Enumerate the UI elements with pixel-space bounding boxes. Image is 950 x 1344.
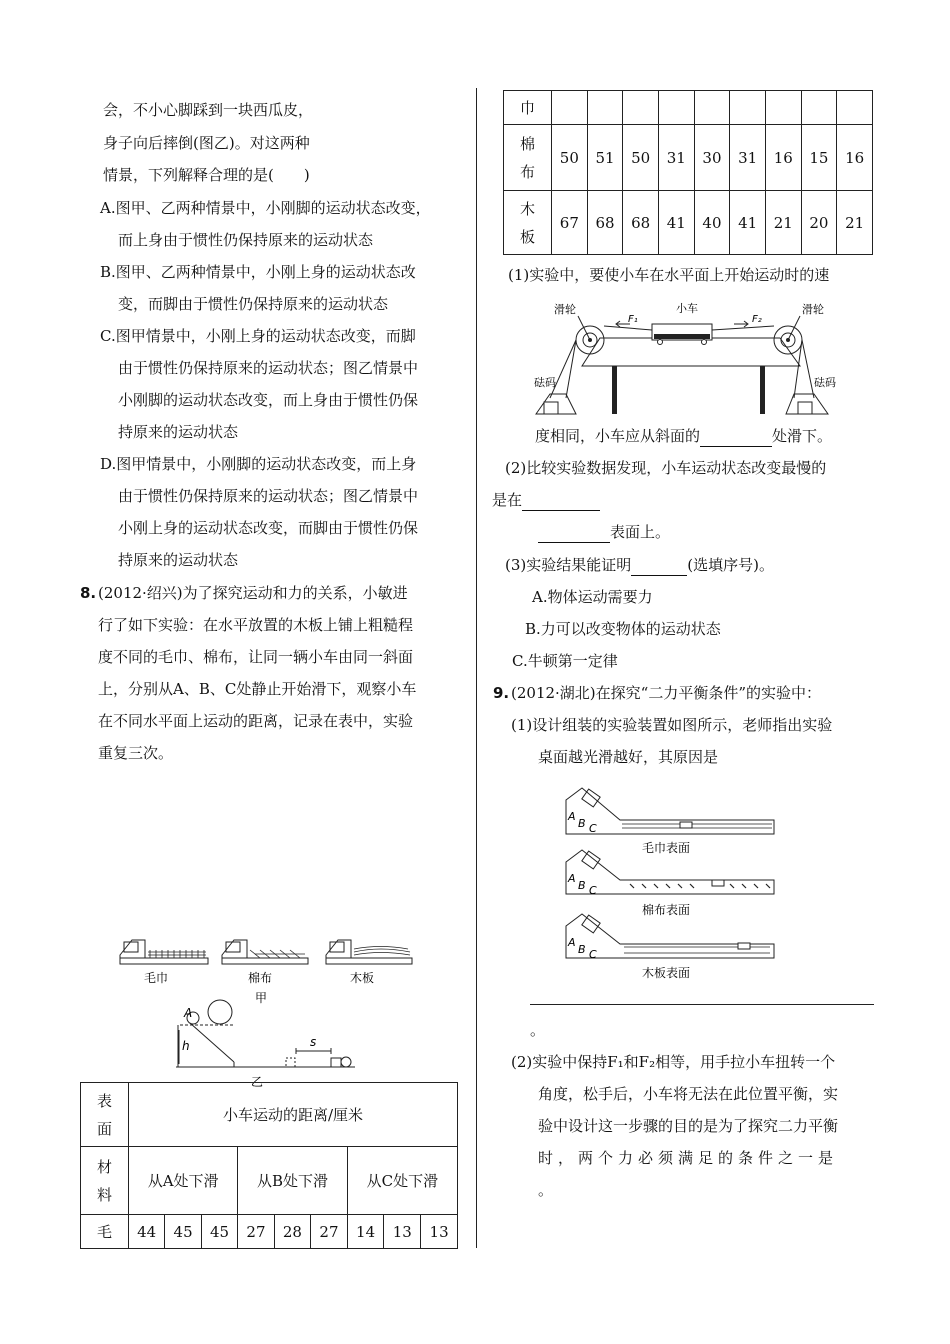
label-s: s (310, 1035, 317, 1049)
label-cotton-surface: 棉布表面 (642, 903, 691, 917)
q7-option-b: B.图甲、乙两种情景中，小刚上身的运动状态改 (100, 263, 416, 281)
label-jia: 甲 (255, 991, 268, 1005)
label-wood-surface: 木板表面 (642, 966, 691, 980)
ramp-letter-c: C (589, 884, 597, 897)
table-header-material: 材 料 (81, 1147, 129, 1215)
q8-table-left (80, 1082, 458, 1249)
label-towel: 毛巾 (144, 971, 169, 985)
table-cell-label: 木 板 (504, 191, 552, 255)
label-cotton: 棉布 (248, 971, 273, 985)
table-cell: 16 (837, 125, 873, 191)
q7-text-1: 会，不小心脚踩到一块西瓜皮， (103, 101, 314, 119)
q9-2-text-1: (2)实验中保持F₁和F₂相等，用手拉小车扭转一个 (511, 1053, 836, 1071)
label-cart: 小车 (676, 302, 698, 315)
ramp-cotton (566, 850, 774, 897)
ramp-letter-c: C (589, 822, 597, 835)
table-cell: 13 (421, 1215, 458, 1249)
q8-table-right (503, 90, 873, 255)
ramp-letter-a: A (568, 872, 576, 885)
answer-blank-1[interactable] (700, 426, 772, 447)
answer-blank-2[interactable] (522, 490, 600, 511)
cotton-surface-figure (222, 940, 308, 964)
q8-text-6: 重复三次。 (98, 744, 174, 762)
balance-apparatus-figure (530, 298, 840, 416)
table-cell: 31 (730, 125, 766, 191)
table-cell: 16 (765, 125, 801, 191)
q8-3-option-b: B.力可以改变物体的运动状态 (525, 620, 721, 638)
table-cell: 21 (837, 191, 873, 255)
ramp-letter-b: B (578, 817, 586, 830)
table-cell: 14 (347, 1215, 384, 1249)
q9-2-text-3: 验中设计这一步骤的目的是为了探究二力平衡 (538, 1117, 839, 1135)
ramp-letter-b: B (578, 879, 586, 892)
label-pulley-left: 滑轮 (554, 303, 576, 316)
answer-line[interactable] (530, 1004, 874, 1005)
q7-text-2: 身子向后摔倒(图乙)。对这两种 (103, 134, 310, 152)
answer-blank-3[interactable] (538, 522, 610, 543)
q7-option-c-cont-3: 持原来的运动状态 (118, 423, 239, 441)
table-header-distance: 小车运动的距离/厘米 (129, 1083, 458, 1147)
table-header-from-b: 从B处下滑 (238, 1147, 348, 1215)
table-header-surface: 表 面 (81, 1083, 129, 1147)
table-row-towel (81, 1215, 458, 1249)
q7-option-d-cont-2: 小刚上身的运动状态改变，而脚由于惯性仍保 (118, 519, 419, 537)
q8-text-2: 行了如下实验：在水平放置的木板上铺上粗糙程 (98, 616, 414, 634)
table-cell: 27 (311, 1215, 348, 1249)
q9-number: 9. (493, 684, 510, 702)
table-cell: 20 (801, 191, 837, 255)
q8-1-text: (1)实验中，要使小车在水平面上开始运动时的速 (508, 266, 830, 284)
ramp-letter-b: B (578, 943, 586, 956)
table-cell: 68 (587, 191, 623, 255)
table-cell: 44 (129, 1215, 165, 1249)
table-cell: 28 (274, 1215, 310, 1249)
q7-option-a: A.图甲、乙两种情景中，小刚脚的运动状态改变， (100, 199, 431, 217)
towel-surface-figure (120, 940, 208, 964)
table-cell: 31 (658, 125, 694, 191)
q7-option-c: C.图甲情景中，小刚上身的运动状态改变，而脚 (100, 327, 416, 345)
table-cell-label: 棉 布 (504, 125, 552, 191)
ramp-letter-a: A (568, 810, 576, 823)
table-cell: 50 (552, 125, 588, 191)
q8-2-text-end: 表面上。 (538, 522, 670, 543)
q7-option-b-cont: 变，而脚由于惯性仍保持原来的运动状态 (118, 295, 389, 313)
incline-figure (176, 1000, 355, 1067)
q8-1-text-cont: 度相同，小车应从斜面的 处滑下。 (535, 427, 833, 445)
table-cell: 21 (765, 191, 801, 255)
table-cell: 15 (801, 125, 837, 191)
table-cell: 68 (623, 191, 659, 255)
ramp-wood (566, 914, 774, 961)
label-f1: F₁ (628, 314, 638, 325)
q9-2-text-2: 角度，松手后，小车将无法在此位置平衡，实 (538, 1085, 839, 1103)
table-cell: 41 (730, 191, 766, 255)
ramp-letter-a: A (568, 936, 576, 949)
label-weight-left: 砝码 (534, 376, 556, 389)
q8-text-5: 在不同水平面上运动的距离，记录在表中，实验 (98, 712, 414, 730)
label-h: h (182, 1039, 190, 1053)
table-cell: 67 (552, 191, 588, 255)
table-cell-label: 毛 (81, 1215, 129, 1249)
q9-2-text-4: 时，两个力必须满足的条件之一是 (538, 1149, 839, 1167)
table-cell: 45 (165, 1215, 201, 1249)
q8-3-option-a: A.物体运动需要力 (532, 588, 653, 606)
q8-3-text: (3)实验结果能证明 (选填序号)。 (505, 556, 774, 574)
q9-text: (2012·湖北)在探究“二力平衡条件”的实验中： (511, 684, 821, 702)
label-weight-right: 砝码 (814, 376, 836, 389)
q9-2-text-5: 。 (538, 1181, 554, 1199)
label-pulley-right: 滑轮 (802, 303, 824, 316)
q7-option-c-cont-1: 由于惯性仍保持原来的运动状态；图乙情景中 (118, 359, 419, 377)
q7-option-d-cont-1: 由于惯性仍保持原来的运动状态；图乙情景中 (118, 487, 419, 505)
ramp-figures (560, 782, 780, 982)
q8-text-4: 上，分别从A、B、C处静止开始滑下，观察小车 (98, 680, 417, 698)
table-cell: 51 (587, 125, 623, 191)
table-cell: 50 (623, 125, 659, 191)
table-header-from-a: 从A处下滑 (129, 1147, 238, 1215)
ramp-letter-c: C (589, 948, 597, 961)
table-row-towel-cont (504, 91, 873, 125)
label-f2: F₂ (752, 314, 762, 325)
column-divider (476, 88, 477, 1248)
table-cell: 45 (201, 1215, 237, 1249)
table-cell: 30 (694, 125, 730, 191)
period: 。 (530, 1021, 546, 1039)
table-cell: 41 (658, 191, 694, 255)
table-cell: 40 (694, 191, 730, 255)
q7-text-3: 情景，下列解释合理的是( ) (103, 166, 310, 184)
q7-option-a-cont: 而上身由于惯性仍保持原来的运动状态 (118, 231, 374, 249)
label-wood: 木板 (350, 971, 375, 985)
q9-1-text-cont: 桌面越光滑越好，其原因是 (538, 748, 719, 766)
table-row-cotton (504, 125, 873, 191)
table-cell: 27 (238, 1215, 274, 1249)
table-cell-label: 巾 (504, 91, 552, 125)
answer-blank-4[interactable] (631, 555, 687, 576)
ramp-towel (566, 788, 774, 835)
q8-number: 8. (80, 584, 97, 602)
q9-1-text: (1)设计组装的实验装置如图所示，老师指出实验 (511, 716, 833, 734)
q8-2-text-cont: 是在 (492, 490, 600, 511)
q8-3-option-c: C.牛顿第一定律 (512, 652, 618, 670)
q8-text-3: 度不同的毛巾、棉布，让同一辆小车由同一斜面 (98, 648, 414, 666)
table-row-wood (504, 191, 873, 255)
q8-2-text: (2)比较实验数据发现，小车运动状态改变最慢的 (505, 459, 827, 477)
q7-option-d: D.图甲情景中，小刚脚的运动状态改变，而上身 (100, 455, 417, 473)
label-a: A (184, 1006, 193, 1020)
q8-figure (110, 930, 430, 1090)
q8-text-1: (2012·绍兴)为了探究运动和力的关系，小敏进 (98, 584, 408, 602)
label-yi: 乙 (251, 1075, 264, 1089)
label-towel-surface: 毛巾表面 (642, 841, 691, 855)
q7-option-c-cont-2: 小刚脚的运动状态改变，而上身由于惯性仍保 (118, 391, 419, 409)
wood-surface-figure (326, 940, 412, 964)
table-cell: 13 (384, 1215, 421, 1249)
table-header-from-c: 从C处下滑 (347, 1147, 457, 1215)
q7-option-d-cont-3: 持原来的运动状态 (118, 551, 239, 569)
